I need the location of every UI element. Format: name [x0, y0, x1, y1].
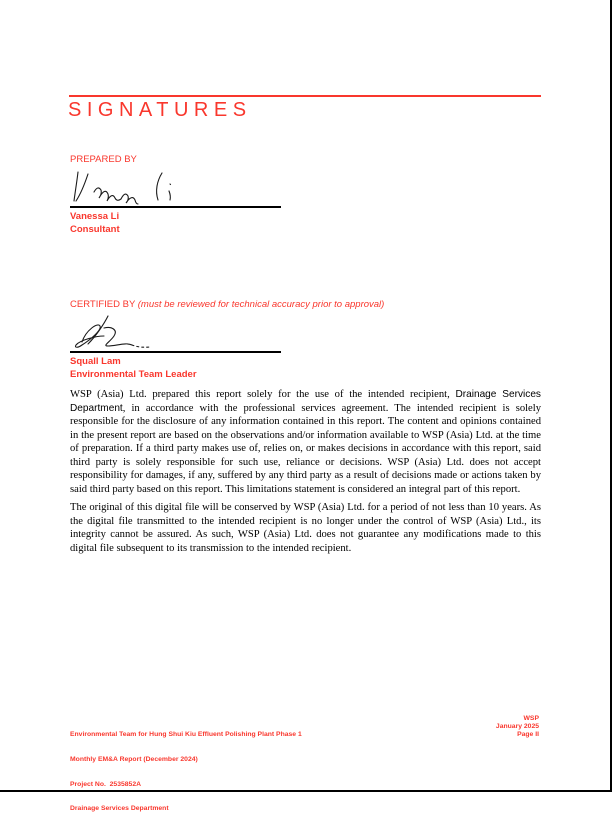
prepared-name: Vanessa Li [70, 211, 120, 222]
prepared-role: Consultant [70, 224, 120, 235]
limitations-statement [70, 388, 541, 560]
footer-page-number: Page II [517, 731, 539, 739]
prepared-by-label: PREPARED BY [70, 154, 137, 165]
paragraph-1-lead: WSP (Asia) Ltd. prepared this report solely for the use of the intended recipient, [70, 389, 456, 400]
paragraph-2: The original of this digital file will be conserved by WSP (Asia) Ltd. for a period of not less than 10 years. As the digital file transmitted to the intended recipient is no longer under the control of WSP (Asia) Ltd., its integrity cannot be assured. As such, WSP (Asia) Ltd. does not guarantee any modifications made to this digital file subsequent to its transmission to the intended recipient. [70, 502, 541, 554]
certified-name: Squall Lam [70, 356, 121, 367]
certified-signature-image [70, 312, 230, 354]
certified-by-note: (must be reviewed for technical accuracy prior to approval) [137, 299, 385, 310]
prepared-signature-line [70, 206, 281, 208]
certified-role: Environmental Team Leader [70, 369, 197, 380]
footer-company: WSP [523, 715, 539, 722]
certified-signature-line [70, 351, 281, 353]
recipient-name: Drainage Services Department [70, 389, 541, 414]
paragraph-1-rest: , in accordance with the professional services agreement. The intended recipient is solely responsible for the disclosure of any information contained in this report. The content and opinions contained in the present report are based on the observations and/or information available to WSP (Asia) Ltd. at the time of preparation. If a third party makes use of, relies on, or makes decisions in accordance with this report, said third party is solely responsible for such use, reliance or decisions. WSP (Asia) Ltd. does not accept responsibility for damages, if any, suffered by any third party as a result of decisions made or actions taken by said third party based on this report. This limitations statement is considered an integral part of this report. [70, 402, 541, 495]
certified-by-text: CERTIFIED BY [70, 299, 138, 310]
certified-by-label [70, 299, 384, 310]
title-rule [69, 95, 541, 97]
footer-right [496, 715, 539, 740]
page-title: SIGNATURES [68, 99, 252, 121]
footer-date: January 2025 [495, 723, 539, 731]
paragraph-1 [70, 388, 541, 496]
prepared-signature-image [70, 168, 210, 206]
footer-left [70, 715, 302, 830]
footer-report-name: Monthly EM&A Report (December 2024) [70, 756, 198, 764]
footer-client: Drainage Services Department [70, 805, 169, 813]
footer-project-number: Project No. 2535852A [70, 780, 142, 788]
footer-project-title: Environmental Team for Hung Shui Kiu Effluent Polishing Plant Phase 1 [70, 731, 302, 739]
